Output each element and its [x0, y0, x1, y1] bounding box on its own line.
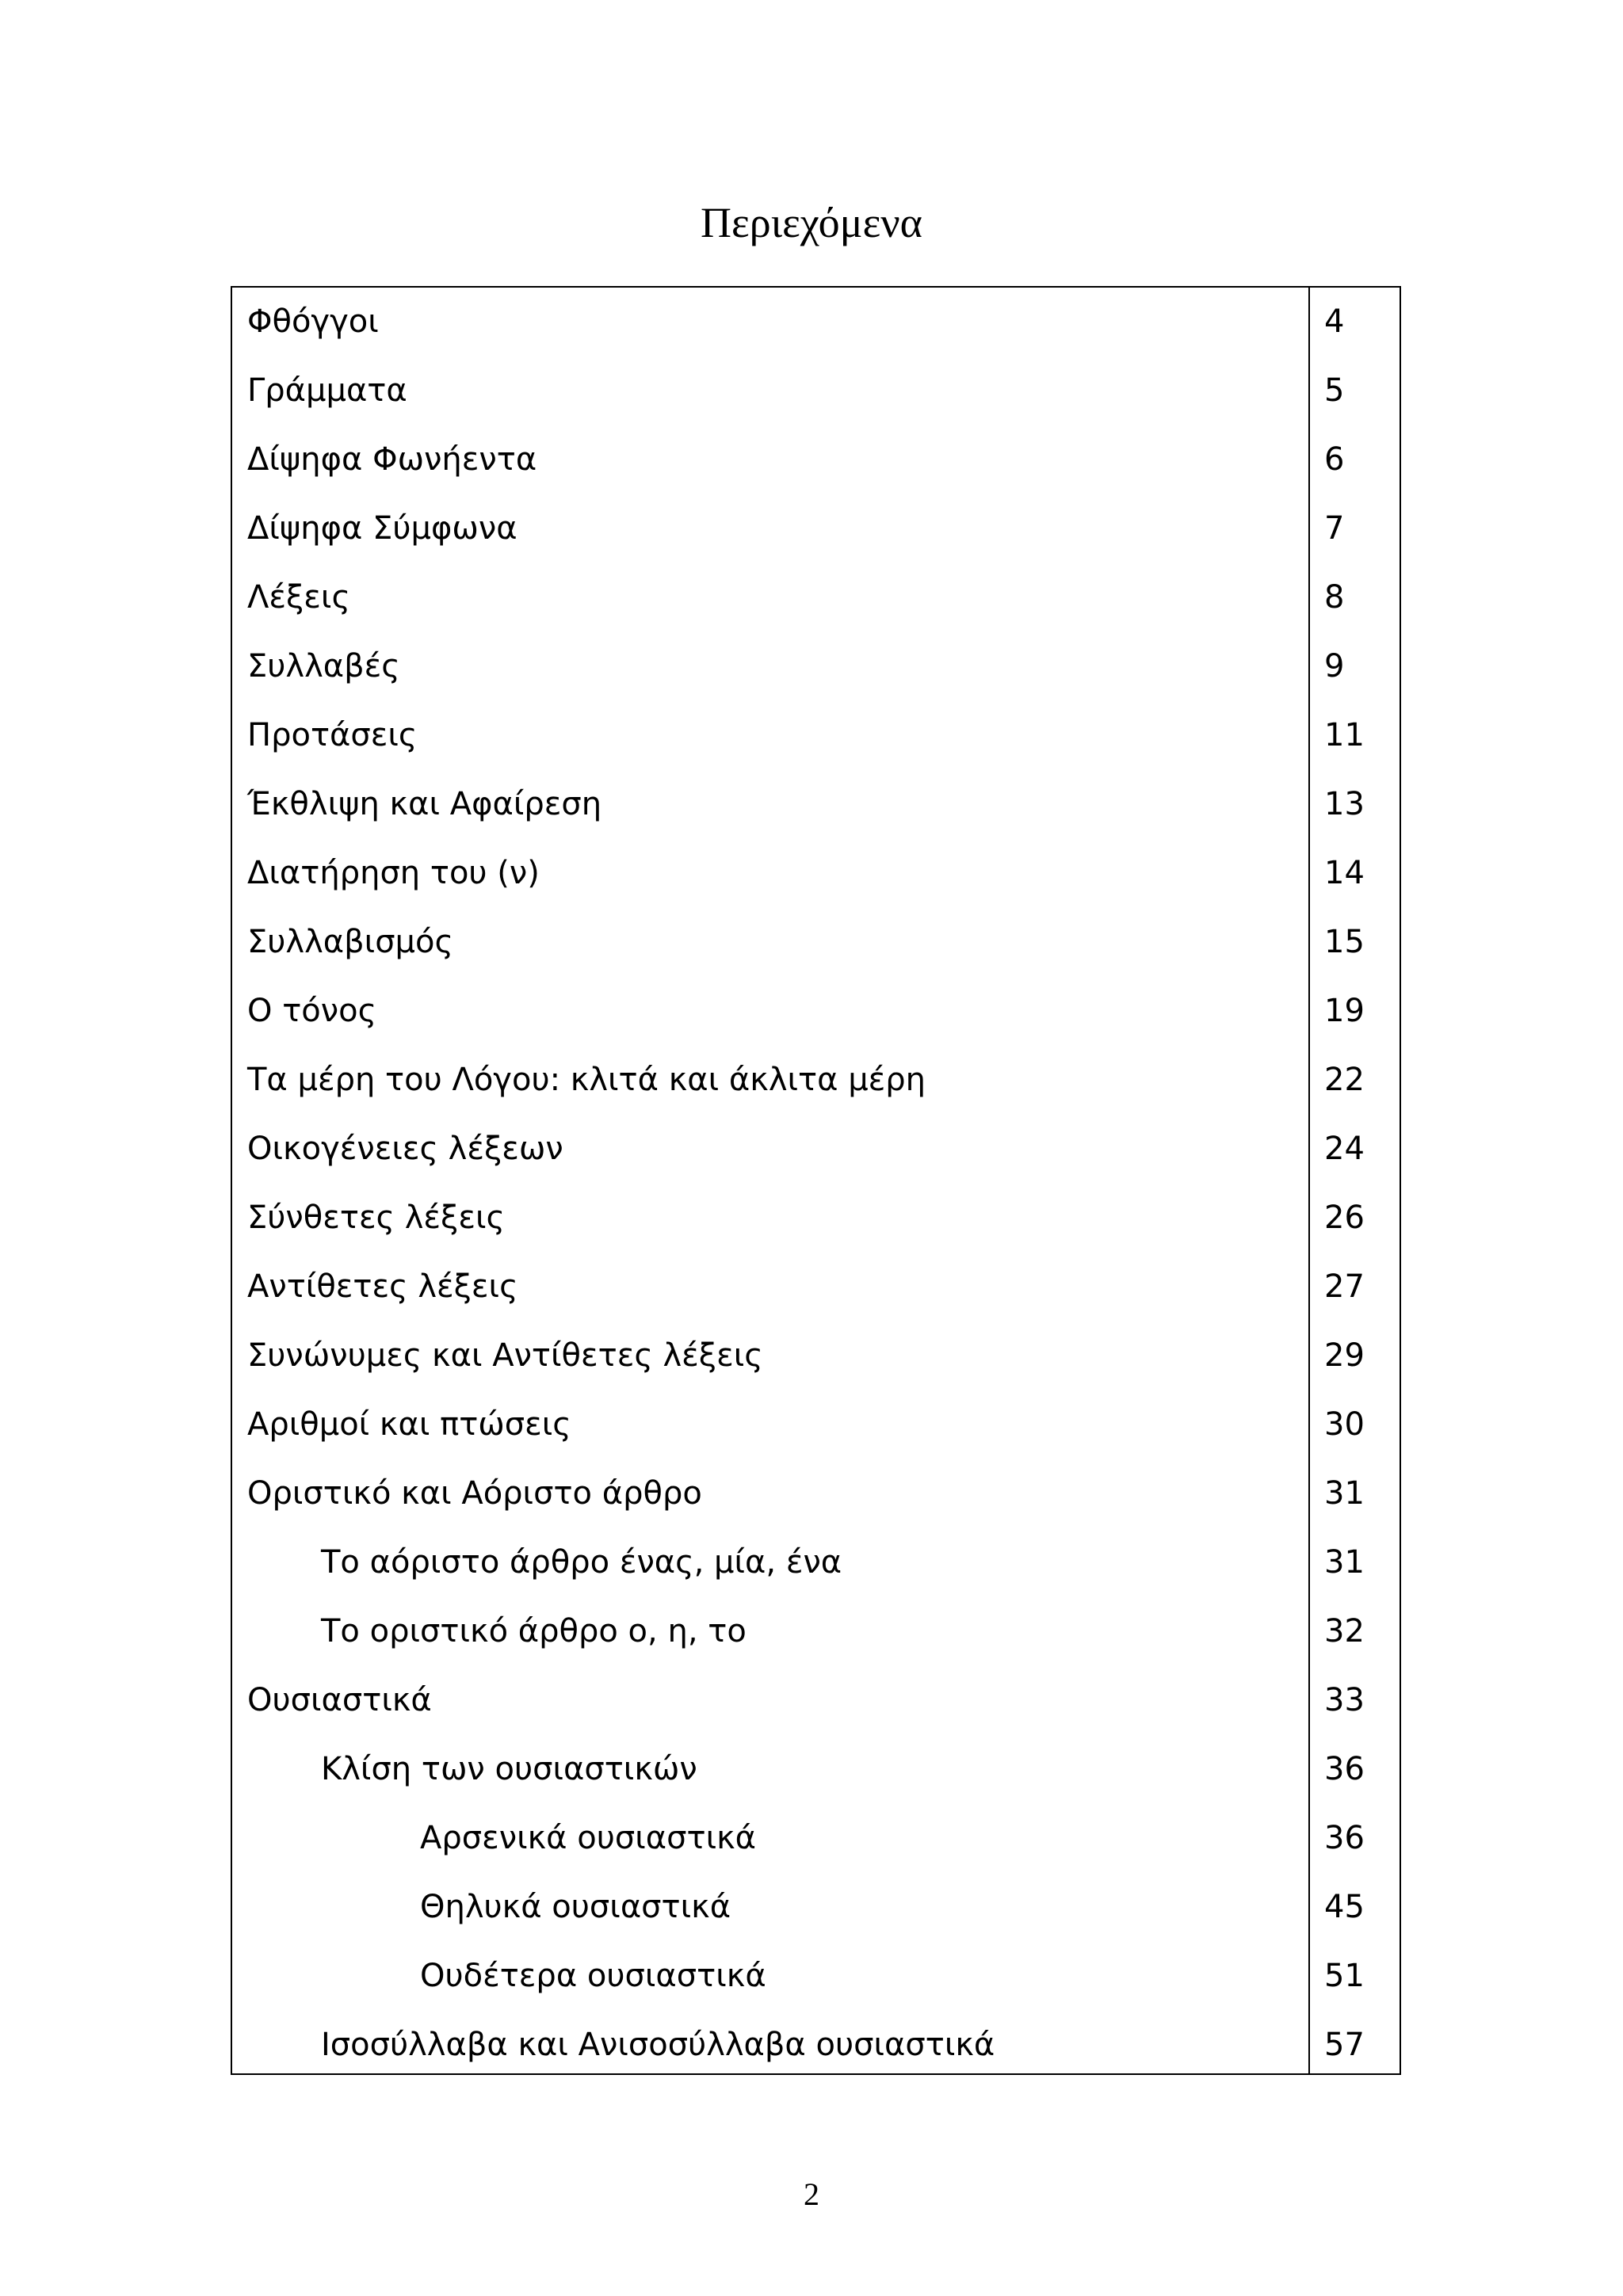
- toc-entry: [232, 1322, 1400, 1390]
- toc-entry: [232, 1804, 1400, 1873]
- toc-entry-page-number: 31: [1324, 1544, 1365, 1581]
- toc-entry: [232, 1666, 1400, 1735]
- page-title: Περιεχόμενα: [701, 199, 922, 246]
- toc-entry: [232, 563, 1400, 632]
- toc-entry-page-number: 30: [1324, 1406, 1365, 1443]
- toc-entry-title: Ο τόνος: [247, 993, 377, 1029]
- toc-entry-page-number: 4: [1324, 303, 1345, 340]
- toc-entry-page-number: 19: [1324, 993, 1365, 1029]
- toc-entry-title: Συλλαβισμός: [247, 924, 453, 960]
- toc-entry: [232, 1942, 1400, 2011]
- toc-entry-title: Θηλυκά ουσιαστικά: [420, 1889, 731, 1925]
- toc-entry-page-number: 51: [1324, 1958, 1365, 1994]
- toc-entry-title: Ουσιαστικά: [247, 1682, 432, 1718]
- toc-entry-title: Φθόγγοι: [247, 303, 379, 340]
- toc-entry-title: Οικογένειες λέξεων: [247, 1131, 563, 1167]
- toc-entry-title: Διατήρηση του (ν): [247, 855, 540, 891]
- toc-entry-page-number: 7: [1324, 510, 1345, 547]
- toc-entry-page-number: 33: [1324, 1682, 1365, 1718]
- toc-entry-page-number: 8: [1324, 579, 1345, 616]
- toc-entry-page-number: 31: [1324, 1475, 1365, 1512]
- toc-entry: [232, 1390, 1400, 1459]
- toc-entry-page-number: 5: [1324, 372, 1345, 409]
- toc-entry-title: Δίψηφα Φωνήεντα: [247, 441, 537, 478]
- toc-entry-title: Τα μέρη του Λόγου: κλιτά και άκλιτα μέρη: [247, 1062, 926, 1098]
- toc-entry: [232, 1735, 1400, 1804]
- toc-entry-page-number: 22: [1324, 1062, 1365, 1098]
- toc-entry-page-number: 24: [1324, 1131, 1365, 1167]
- toc-entry-title: Ουδέτερα ουσιαστικά: [420, 1958, 766, 1994]
- toc-entry: [232, 357, 1400, 425]
- toc-entry-title: Γράμματα: [247, 372, 407, 409]
- toc-entry: [232, 770, 1400, 839]
- toc-entry-title: Ισοσύλλαβα και Ανισοσύλλαβα ουσιαστικά: [321, 2027, 995, 2063]
- toc-entry-page-number: 27: [1324, 1268, 1365, 1305]
- toc-entry-page-number: 32: [1324, 1613, 1365, 1650]
- page-number: 2: [804, 2176, 819, 2212]
- toc-entry: [232, 2011, 1400, 2080]
- toc-entry: [232, 908, 1400, 977]
- toc-entry: [232, 1253, 1400, 1322]
- toc-entry: [232, 1873, 1400, 1942]
- toc-entry-page-number: 29: [1324, 1337, 1365, 1374]
- toc-entry-title: Κλίση των ουσιαστικών: [321, 1751, 697, 1787]
- toc-entry: [232, 425, 1400, 494]
- table-of-contents: [231, 286, 1401, 2075]
- toc-entry-title: Συνώνυμες και Αντίθετες λέξεις: [247, 1337, 763, 1374]
- toc-entry-title: Συλλαβές: [247, 648, 400, 685]
- toc-entry-page-number: 6: [1324, 441, 1345, 478]
- toc-entry: [232, 1528, 1400, 1597]
- toc-entry: [232, 1115, 1400, 1184]
- toc-entry-page-number: 13: [1324, 786, 1365, 822]
- toc-entry: [232, 1597, 1400, 1666]
- toc-entry-page-number: 36: [1324, 1820, 1365, 1856]
- toc-entry-title: Αντίθετες λέξεις: [247, 1268, 518, 1305]
- toc-entry: [232, 632, 1400, 701]
- toc-entry-page-number: 9: [1324, 648, 1345, 685]
- toc-entry-title: Έκθλιψη και Αφαίρεση: [247, 786, 602, 822]
- toc-entry: [232, 1046, 1400, 1115]
- toc-entry: [232, 288, 1400, 357]
- toc-entry-title: Αρσενικά ουσιαστικά: [420, 1820, 757, 1856]
- toc-entry-page-number: 15: [1324, 924, 1365, 960]
- toc-entry: [232, 1184, 1400, 1253]
- toc-entry-page-number: 36: [1324, 1751, 1365, 1787]
- toc-entry-page-number: 45: [1324, 1889, 1365, 1925]
- toc-entry-title: Αριθμοί και πτώσεις: [247, 1406, 571, 1443]
- toc-entry: [232, 977, 1400, 1046]
- toc-entry-title: Το αόριστο άρθρο ένας, μία, ένα: [321, 1544, 842, 1581]
- toc-entry-page-number: 57: [1324, 2027, 1365, 2063]
- toc-entry-title: Το οριστικό άρθρο ο, η, το: [321, 1613, 747, 1650]
- toc-entry-title: Προτάσεις: [247, 717, 418, 753]
- toc-entry: [232, 494, 1400, 563]
- toc-entry-title: Λέξεις: [247, 579, 350, 616]
- toc-entry-title: Σύνθετες λέξεις: [247, 1199, 505, 1236]
- toc-entry-page-number: 26: [1324, 1199, 1365, 1236]
- toc-entry-title: Οριστικό και Αόριστο άρθρο: [247, 1475, 702, 1512]
- toc-entry: [232, 701, 1400, 770]
- toc-entry: [232, 1459, 1400, 1528]
- toc-entry-page-number: 11: [1324, 717, 1365, 753]
- toc-entry: [232, 839, 1400, 908]
- toc-entry-page-number: 14: [1324, 855, 1365, 891]
- toc-entry-title: Δίψηφα Σύμφωνα: [247, 510, 517, 547]
